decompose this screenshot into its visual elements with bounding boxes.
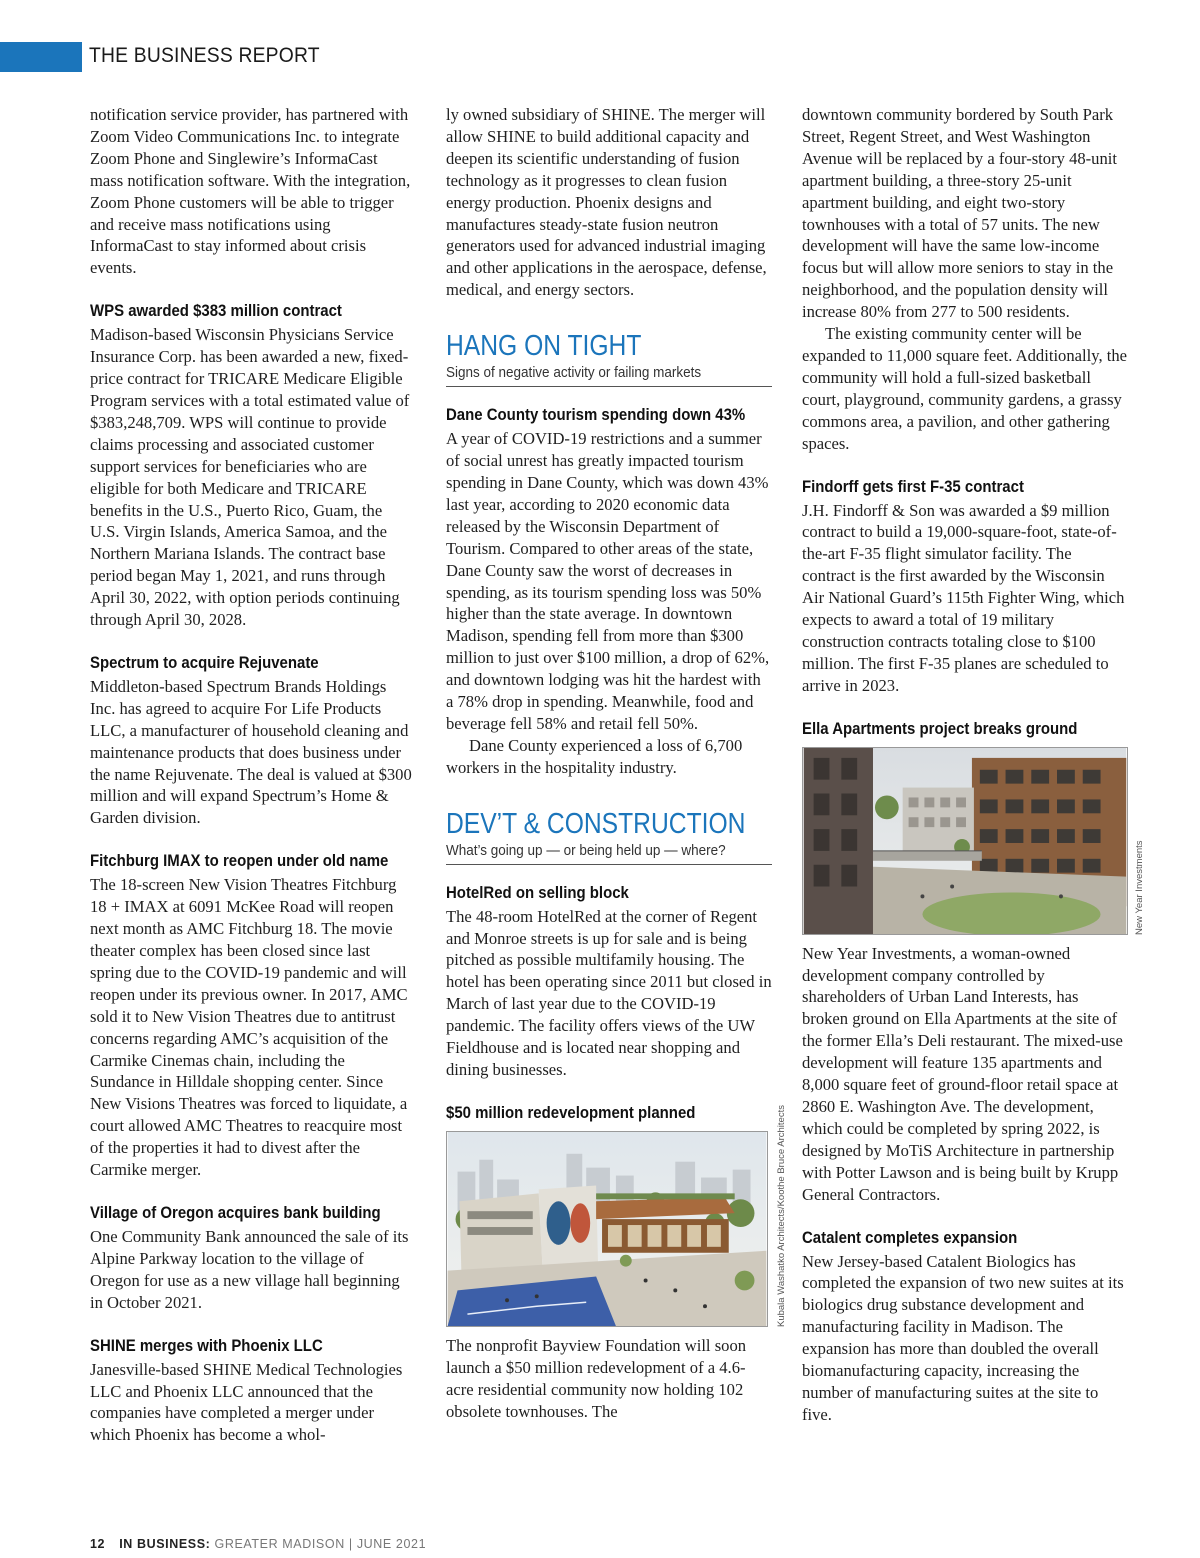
article-wps: Madison-based Wisconsin Physicians Service Insurance Corp. has been awarded a new, fixed-price contract for TRICARE Medicare Eligible Program services with a total estimated value of $383,248,709. WPS will continue to provide claims processing and associated customer support services for beneficiaries who are eligible for both Medicare and TRICARE benefits in the U.S., Puerto Rico, Guam, the U.S. Virgin Islands, America Samoa, and the Northern Mariana Islands. The contract base period began May 1, 2021, and runs through April 30, 2022, with option periods continuing through April 30, 2028.	[90, 325, 410, 630]
issue-label: GREATER MADISON | JUNE 2021	[214, 1537, 427, 1551]
article-shine: Janesville-based SHINE Medical Technologies LLC and Phoenix LLC announced that the companies have completed a merger under which Phoenix has become a whol-	[90, 1359, 403, 1445]
headline-shine: SHINE merges with Phoenix LLC	[90, 1335, 323, 1355]
article-hotelred: The 48-room HotelRed at the corner of Regent and Monroe streets is up for sale and is being pitched as possible multifamily housing. The hotel has been operating since 2011 but closed in March of last year due to the COVID-19 pandemic. The facility offers views of the UW Fieldhouse and is located near shopping and dining businesses.	[446, 906, 772, 1079]
article-catalent: New Jersey-based Catalent Biologics has completed the expansion of two new suites at its biologics drug substance development and manufacturing facility in Madison. The expansion has more than doubled the overall biomanufacturing capacity, increasing the number of manufacturing suites at the site to five.	[802, 1251, 1124, 1424]
magazine-name: IN BUSINESS:	[119, 1537, 211, 1551]
headline-spectrum: Spectrum to acquire Rejuvenate	[90, 652, 319, 672]
section-title: HANG ON TIGHT	[446, 330, 642, 363]
page-number: 12	[90, 1537, 106, 1551]
column-1	[90, 104, 412, 1446]
bayview-rendering-image	[446, 1131, 768, 1327]
article-bayview-continued-2: The existing community center will be expanded to 11,000 square feet. Additionally, the community will hold a full-sized basketball court, playground, community gardens, a grassy commons area, a pavilion, and other gathering spaces.	[802, 324, 1128, 453]
article-oregon: One Community Bank announced the sale of its Alpine Parkway location to the village of Oregon for use as a new village hall beginning in October 2021.	[90, 1226, 409, 1312]
photo-credit: Kubala Washatko Architects/Koothe Bruce Architects	[776, 1104, 787, 1327]
article-bayview: The nonprofit Bayview Foundation will soon launch a $50 million redevelopment of a 4.6-acre residential community now holding 102 obsolete townhouses. The	[446, 1335, 747, 1421]
column-3	[802, 104, 1145, 1426]
headline-wps: WPS awarded $383 million contract	[90, 301, 342, 321]
article-continuation: notification service provider, has partnered with Zoom Video Communications Inc. to integrate Zoom Phone and Singlewire’s InformaCast mass notification software. With the integration, Zoom Phone customers will be able to trigger and receive mass notifications using InformaCast to stay informed about crisis events.	[90, 105, 411, 278]
section-hang-on-tight	[446, 329, 772, 387]
headline-hotelred: HotelRed on selling block	[446, 882, 629, 902]
section-color-bar	[0, 42, 82, 72]
article-ella: New Year Investments, a woman-owned development company controlled by shareholders of Urban Land Interests, has broken ground on Ella Apartments at the site of the former Ella’s Deli restaurant. The mixed-use development will feature 135 apartments and 8,000 square feet of ground-floor retail space at 2860 E. Washington Ave. The development, which could be completed by spring 2022, is designed by MoTiS Architecture in partnership with Potter Lawson and is being built by Krupp General Contractors.	[802, 943, 1123, 1204]
article-spectrum: Middleton-based Spectrum Brands Holdings Inc. has agreed to acquire For Life Products LLC, a manufacturer of household cleaning and maintenance products that does business under the name Rejuvenate. The deal is valued at $300 million and will expand Spectrum’s Home & Garden division.	[90, 676, 412, 828]
photo-credit: New Year Investments	[1134, 840, 1145, 935]
ella-apartments-rendering-image	[802, 747, 1128, 935]
section-subtitle: Signs of negative activity or failing markets	[446, 363, 772, 387]
headline-ella: Ella Apartments project breaks ground	[802, 718, 1078, 738]
section-label: THE BUSINESS REPORT	[89, 44, 320, 67]
headline-oregon: Village of Oregon acquires bank building	[90, 1202, 381, 1222]
article-dane-tourism: A year of COVID-19 restrictions and a summer of social unrest has greatly impacted tourism spending in Dane County, which was down 43% last year, according to 2020 economic data released by the Wisconsin Department of Tourism. Compared to other areas of the state, Dane County saw the worst of decreases in spending, as its tourism spending loss was 50% higher than the state average. In downtown Madison, spending fell from more than $300 million to just over $100 million, a drop of 62%, and downtown lodging was hit the hardest with a 78% drop in spending. Meanwhile, food and beverage fell 58% and retail fell 50%.	[446, 429, 770, 733]
page-footer	[90, 1537, 426, 1551]
article-findorff: J.H. Findorff & Son was awarded a $9 million contract to build a 19,000-square-foot, state-of-the-art F-35 flight simulator facility. The contract is the first awarded by the Wisconsin Air National Guard’s 115th Fighter Wing, which expects to award a total of 19 military construction contracts totaling close to $100 million. The first F-35 planes are scheduled to arrive in 2023.	[802, 500, 1125, 695]
headline-catalent: Catalent completes expansion	[802, 1227, 1018, 1247]
section-devt-construction	[446, 807, 772, 865]
article-bayview-continued: downtown community bordered by South Park Street, Regent Street, and West Washington Avenue will be replaced by a four-story 48-unit apartment building, a three-story 25-unit apartment building, and eight two-story townhouses with a total of 57 units. The new development will have the same low-income focus but will allow more seniors to stay in the neighborhood, and the population density will increase 80% from 277 to 500 residents.	[802, 105, 1117, 322]
section-subtitle: What’s going up — or being held up — where?	[446, 841, 772, 865]
headline-findorff: Findorff gets first F-35 contract	[802, 476, 1024, 496]
headline-imax: Fitchburg IMAX to reopen under old name	[90, 851, 389, 871]
ella-photo-wrap	[802, 747, 1145, 935]
column-2	[446, 104, 787, 1423]
article-imax: The 18-screen New Vision Theatres Fitchburg 18 + IMAX at 6091 McKee Road will reopen next month as AMC Fitchburg 18. The movie theater complex has been closed since last spring due to the COVID-19 pandemic and will reopen under its previous owner. In 2017, AMC sold it to New Vision Theatres due to antitrust concerns regarding AMC’s acquisition of the Carmike Cinemas chain, including the Sundance in Hilldale shopping center. Since New Visions Theatres was forced to liquidate, a court allowed AMC Theatres to reacquire most of the properties it had to divest after the Carmike merger.	[90, 875, 408, 1180]
article-shine-continued: ly owned subsidiary of SHINE. The merger will allow SHINE to build additional capacity and deepen its scientific understanding of fusion technology as it progresses to clean fusion energy production. Phoenix designs and manufactures steady-state fusion neutron generators used for advanced industrial imaging and other applications in the aerospace, defense, medical, and energy sectors.	[446, 105, 767, 300]
section-title: DEV’T & CONSTRUCTION	[446, 807, 746, 840]
headline-dane-tourism: Dane County tourism spending down 43%	[446, 405, 746, 425]
headline-bayview: $50 million redevelopment planned	[446, 1102, 696, 1122]
article-dane-tourism-2: Dane County experienced a loss of 6,700 workers in the hospitality industry.	[446, 735, 743, 777]
